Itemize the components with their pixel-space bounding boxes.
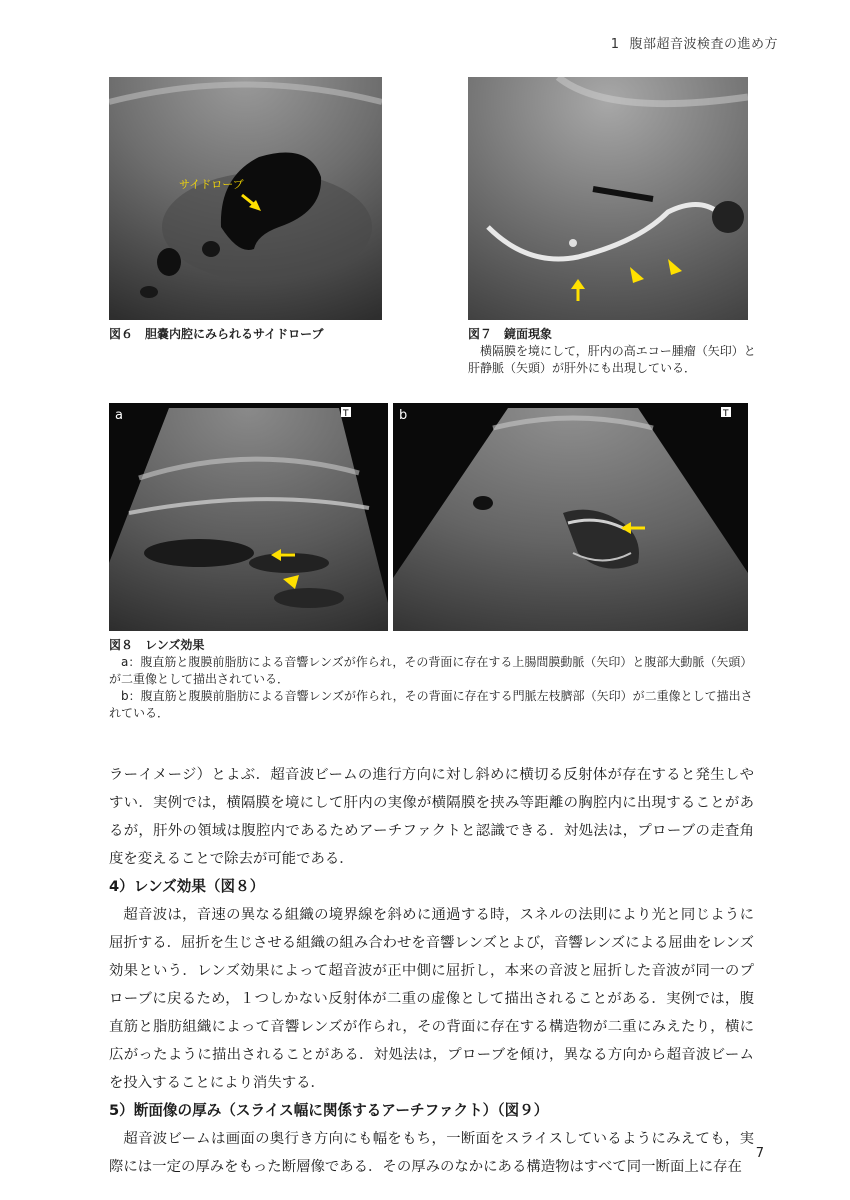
t-marker-label: T	[723, 409, 729, 419]
figure-7-caption-title: 図７ 鏡面現象	[468, 327, 553, 341]
figure-6-svg	[109, 77, 382, 320]
section-heading-slice-thickness: 5）断面像の厚み（スライス幅に関係するアーチファクト）（図９）	[109, 1102, 549, 1119]
panel-a-label: a	[115, 408, 123, 423]
figure-8-caption	[109, 637, 754, 722]
paragraph: 超音波は，音速の異なる組織の境界線を斜めに通過する時，スネルの法則により光と同じように屈折する．屈折を生じさせる組織の組み合わせを音響レンズとよび，音響レンズによる屈曲をレンズ効果という．レンズ効果によって超音波が正中側に屈折し，本来の音波と屈折した音波が同一のプローブに戻るため，１つしかない反射体が二重の虚像として描出されることがある．実例では，腹直筋と脂肪組織によって音響レンズが作られ，その背面に存在する構造物が二重にみえたり，横に広がったように描出されることがある．対処法は，プローブを傾け，異なる方向から超音波ビームを投入することにより消失する．	[109, 907, 754, 1091]
body-text	[109, 761, 754, 1181]
section-heading-lens-effect: 4）レンズ効果（図８）	[109, 878, 265, 895]
page-number: 7	[755, 1146, 764, 1161]
t-marker-label: T	[343, 409, 349, 419]
figure-8b-svg	[393, 403, 748, 631]
panel-b-label: b	[399, 408, 408, 423]
figure-8-caption-title: 図８ レンズ効果	[109, 638, 205, 652]
figure-6-caption-title: 図６ 胆嚢内腔にみられるサイドローブ	[109, 327, 324, 341]
figure-7-ultrasound-image	[468, 77, 748, 320]
chapter-title: 腹部超音波検査の進め方	[629, 37, 778, 52]
paragraph: ラーイメージ）とよぶ．超音波ビームの進行方向に対し斜めに横切る反射体が存在すると発生しやすい．実例では，横隔膜を境にして肝内の実像が横隔膜を挟み等距離の胸腔内に出現することがあるが，肝外の領域は腹腔内であるためアーチファクトと認識できる．対処法は，プローブの走査角度を変えることで除去が可能である．	[109, 767, 754, 867]
figure-7-svg	[468, 77, 748, 320]
sidelobe-label: サイドローブ	[179, 178, 244, 191]
figure-8a-caption: a：腹直筋と腹膜前脂肪による音響レンズが作られ，その背面に存在する上腸間膜動脈（矢印）と腹部大動脈（矢頭）が二重像として描出されている．	[109, 655, 753, 686]
figure-8a-svg	[109, 403, 388, 631]
paragraph: 超音波ビームは画面の奥行き方向にも幅をもち，一断面をスライスしているようにみえても，実際には一定の厚みをもった断層像である．その厚みのなかにある構造物はすべて同一断面上に存在	[109, 1131, 754, 1175]
figure-7-caption-body: 横隔膜を境にして，肝内の高エコー腫瘤（矢印）と肝静脈（矢頭）が肝外にも出現している．	[468, 344, 756, 375]
figure-6-ultrasound-image	[109, 77, 382, 320]
figure-8b-caption: b：腹直筋と腹膜前脂肪による音響レンズが作られ，その背面に存在する門脈左枝臍部（矢印）が二重像として描出されている．	[109, 689, 753, 720]
figure-6-caption	[109, 326, 384, 343]
figure-8b-ultrasound-image	[393, 403, 748, 631]
chapter-number: 1	[610, 37, 620, 52]
running-header	[611, 33, 778, 52]
figure-8a-ultrasound-image	[109, 403, 388, 631]
figure-7-caption	[468, 326, 758, 377]
